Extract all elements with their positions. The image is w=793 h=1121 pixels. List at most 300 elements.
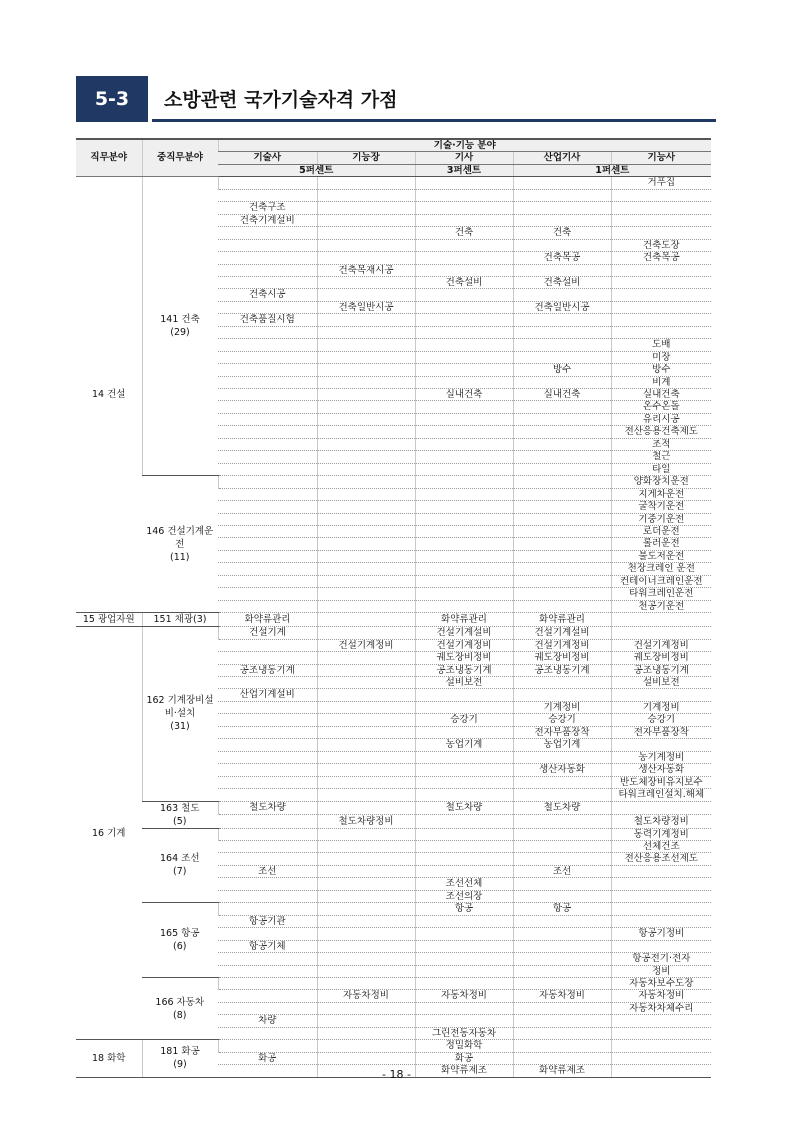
cell-gisa: 조선선체	[415, 878, 513, 890]
cell-ginungjang	[317, 726, 415, 738]
cell-ginungsa: 불도저운전	[611, 550, 711, 562]
cell-ginungjang	[317, 689, 415, 701]
cell-gisa: 철도차량	[415, 801, 513, 815]
cell-gisa	[415, 538, 513, 550]
cell-sanup-gisa	[513, 776, 611, 788]
cell-gisa	[415, 202, 513, 214]
cell-gisa	[415, 252, 513, 264]
cell-ginungsa	[611, 214, 711, 226]
cell-gisa	[415, 689, 513, 701]
cell-sanup-gisa: 철도차량	[513, 801, 611, 815]
cell-sanup-gisa	[513, 890, 611, 902]
cell-ginungjang	[317, 451, 415, 463]
cell-gisulsa	[218, 990, 317, 1002]
cell-gisulsa	[218, 389, 317, 401]
cell-gisa	[415, 463, 513, 475]
cell-gisa	[415, 575, 513, 587]
cell-gisa	[415, 314, 513, 326]
cell-sanup-gisa: 건축	[513, 227, 611, 239]
sub-field-architecture-label: 141 건축	[160, 314, 200, 326]
cell-gisulsa	[218, 550, 317, 562]
cell-ginungsa	[611, 1040, 711, 1052]
cell-gisa	[415, 853, 513, 865]
cell-ginungsa: 타워크레인설치.해체	[611, 789, 711, 801]
table-row	[76, 977, 711, 989]
cell-ginungjang	[317, 652, 415, 664]
cell-sanup-gisa	[513, 476, 611, 488]
cell-gisulsa	[218, 903, 317, 915]
header-points-5: 5퍼센트	[218, 164, 415, 176]
cell-ginungsa: 공조냉동기계	[611, 664, 711, 676]
cell-gisulsa	[218, 413, 317, 425]
cell-gisa	[415, 940, 513, 952]
cell-ginungjang	[317, 526, 415, 538]
cell-ginungsa: 굴착기운전	[611, 501, 711, 513]
header-ginungsa: 기능사	[611, 152, 711, 164]
cell-ginungjang	[317, 865, 415, 877]
cell-gisa	[415, 189, 513, 201]
cell-sanup-gisa	[513, 840, 611, 852]
cell-ginungjang	[317, 376, 415, 388]
cell-sanup-gisa	[513, 689, 611, 701]
cell-ginungjang	[317, 878, 415, 890]
cell-ginungjang	[317, 915, 415, 927]
cell-gisulsa	[218, 513, 317, 525]
cell-gisa	[415, 301, 513, 313]
cell-ginungjang	[317, 677, 415, 689]
cell-gisa	[415, 339, 513, 351]
cell-gisulsa	[218, 953, 317, 965]
cell-gisa	[415, 401, 513, 413]
cell-ginungsa: 컨테이너크레인운전	[611, 575, 711, 587]
cell-ginungsa: 건축목공	[611, 252, 711, 264]
job-field-chemistry-label: 18 화학	[92, 1052, 126, 1064]
cell-sanup-gisa	[513, 239, 611, 251]
cell-gisulsa	[218, 588, 317, 600]
page-number: - 18 -	[382, 1068, 411, 1081]
sub-field-automobile-label: 166 자동차	[155, 996, 205, 1008]
cell-ginungsa: 전산응용조선제도	[611, 853, 711, 865]
cell-ginungjang	[317, 1040, 415, 1052]
cell-gisulsa	[218, 488, 317, 500]
cell-sanup-gisa	[513, 451, 611, 463]
cell-ginungsa	[611, 314, 711, 326]
cell-gisa: 건축	[415, 227, 513, 239]
cell-ginungjang	[317, 764, 415, 776]
cell-ginungjang	[317, 513, 415, 525]
cell-gisulsa: 건축기계설비	[218, 214, 317, 226]
cell-gisa: 화공	[415, 1052, 513, 1064]
cell-gisa	[415, 376, 513, 388]
cell-ginungsa	[611, 689, 711, 701]
cell-ginungsa: 궤도장비정비	[611, 652, 711, 664]
sub-field-aviation	[142, 903, 218, 978]
section-underline	[152, 119, 716, 122]
cell-gisa	[415, 977, 513, 989]
cell-gisulsa	[218, 575, 317, 587]
cell-sanup-gisa: 승강기	[513, 714, 611, 726]
header-field-group: 기술·기능 분야	[218, 139, 711, 152]
cell-gisulsa	[218, 890, 317, 902]
cell-sanup-gisa: 건축목공	[513, 252, 611, 264]
cell-gisulsa	[218, 701, 317, 713]
cell-ginungjang	[317, 501, 415, 513]
cell-ginungsa: 건설기계정비	[611, 639, 711, 651]
cell-gisa	[415, 764, 513, 776]
sub-field-aviation-count: (6)	[173, 941, 187, 953]
cell-ginungjang	[317, 289, 415, 301]
sub-field-construction-machinery-count: (11)	[169, 551, 190, 563]
cell-gisa	[415, 326, 513, 338]
cell-sanup-gisa	[513, 513, 611, 525]
sub-field-aviation-label: 165 항공	[159, 928, 200, 940]
cell-ginungjang	[317, 600, 415, 612]
sub-field-mining-label: 151 채광(3)	[153, 614, 207, 626]
cell-ginungsa: 전자부품장착	[611, 726, 711, 738]
cell-gisa	[415, 351, 513, 363]
cell-sanup-gisa	[513, 977, 611, 989]
cell-ginungsa: 로더운전	[611, 526, 711, 538]
cell-gisulsa: 공조냉동기계	[218, 664, 317, 676]
cell-ginungjang	[317, 588, 415, 600]
cell-gisa	[415, 1002, 513, 1014]
cell-gisulsa	[218, 1040, 317, 1052]
cell-ginungjang	[317, 903, 415, 915]
cell-gisa: 건설기계정비	[415, 639, 513, 651]
cell-gisa	[415, 865, 513, 877]
cell-gisulsa	[218, 764, 317, 776]
cell-ginungjang	[317, 965, 415, 977]
cell-ginungjang	[317, 701, 415, 713]
cell-ginungsa: 천장크레인 운전	[611, 563, 711, 575]
sub-field-architecture-count: (29)	[170, 327, 190, 339]
cell-sanup-gisa	[513, 575, 611, 587]
cell-ginungsa	[611, 865, 711, 877]
cell-ginungjang	[317, 776, 415, 788]
cell-gisa	[415, 438, 513, 450]
cell-gisa	[415, 563, 513, 575]
cell-gisulsa: 화공	[218, 1052, 317, 1064]
cell-sanup-gisa	[513, 177, 611, 189]
cell-ginungjang	[317, 339, 415, 351]
cell-sanup-gisa	[513, 550, 611, 562]
cell-ginungsa: 자동차정비	[611, 990, 711, 1002]
cell-gisulsa	[218, 252, 317, 264]
cell-ginungsa: 미장	[611, 351, 711, 363]
cell-gisulsa: 산업기계설비	[218, 689, 317, 701]
cell-gisa	[415, 815, 513, 829]
cell-sanup-gisa	[513, 426, 611, 438]
cell-sanup-gisa	[513, 214, 611, 226]
cell-gisulsa	[218, 438, 317, 450]
cell-ginungsa: 생산자동화	[611, 764, 711, 776]
cell-ginungsa	[611, 878, 711, 890]
cell-ginungjang: 자동차정비	[317, 990, 415, 1002]
cell-ginungjang	[317, 252, 415, 264]
cell-ginungsa	[611, 1027, 711, 1039]
table-row	[76, 903, 711, 915]
cell-sanup-gisa	[513, 1052, 611, 1064]
cell-sanup-gisa	[513, 815, 611, 829]
cell-gisa	[415, 751, 513, 763]
cell-ginungsa: 조적	[611, 438, 711, 450]
cell-gisa	[415, 177, 513, 189]
cell-sanup-gisa	[513, 789, 611, 801]
cell-ginungjang	[317, 276, 415, 288]
cell-gisulsa	[218, 776, 317, 788]
cell-ginungjang	[317, 928, 415, 940]
cell-gisa	[415, 501, 513, 513]
sub-field-shipbuilding-label: 164 조선	[159, 853, 200, 865]
cell-sanup-gisa: 화약류제조	[513, 1065, 611, 1077]
cell-gisulsa	[218, 476, 317, 488]
cell-ginungsa: 항공기정비	[611, 928, 711, 940]
cell-ginungsa	[611, 276, 711, 288]
cell-sanup-gisa	[513, 853, 611, 865]
cell-gisulsa	[218, 326, 317, 338]
cell-sanup-gisa: 건축일반시공	[513, 301, 611, 313]
cell-ginungsa: 승강기	[611, 714, 711, 726]
cell-gisulsa	[218, 526, 317, 538]
cell-ginungjang	[317, 239, 415, 251]
cell-sanup-gisa	[513, 463, 611, 475]
cell-ginungsa	[611, 940, 711, 952]
cell-sanup-gisa: 기계정비	[513, 701, 611, 713]
cell-gisulsa	[218, 376, 317, 388]
cell-gisa	[415, 726, 513, 738]
cell-ginungsa: 선체건조	[611, 840, 711, 852]
cell-gisulsa: 건설기계	[218, 627, 317, 639]
cell-ginungjang	[317, 613, 415, 627]
cell-gisulsa	[218, 726, 317, 738]
cell-ginungsa: 유리시공	[611, 413, 711, 425]
cell-ginungsa: 타워크레인운전	[611, 588, 711, 600]
cell-ginungsa	[611, 903, 711, 915]
cell-ginungsa: 양화장치운전	[611, 476, 711, 488]
cell-sanup-gisa: 화약류관리	[513, 613, 611, 627]
cell-sanup-gisa	[513, 751, 611, 763]
cell-sanup-gisa	[513, 940, 611, 952]
cell-ginungjang	[317, 413, 415, 425]
cell-sanup-gisa: 궤도장비정비	[513, 652, 611, 664]
cell-sanup-gisa	[513, 928, 611, 940]
cell-ginungsa: 롤러운전	[611, 538, 711, 550]
qualification-table	[76, 138, 711, 1078]
cell-gisa: 농업기계	[415, 739, 513, 751]
cell-gisulsa	[218, 426, 317, 438]
cell-sanup-gisa	[513, 202, 611, 214]
cell-gisulsa	[218, 928, 317, 940]
cell-ginungjang: 건축목재시공	[317, 264, 415, 276]
cell-sanup-gisa	[513, 965, 611, 977]
cell-gisulsa	[218, 264, 317, 276]
cell-ginungjang	[317, 828, 415, 840]
cell-gisulsa	[218, 239, 317, 251]
cell-ginungsa: 천공기운전	[611, 600, 711, 612]
cell-gisulsa: 건축구조	[218, 202, 317, 214]
cell-sanup-gisa	[513, 339, 611, 351]
cell-sanup-gisa: 자동차정비	[513, 990, 611, 1002]
cell-ginungjang	[317, 177, 415, 189]
cell-ginungjang	[317, 488, 415, 500]
cell-ginungjang	[317, 739, 415, 751]
cell-gisa	[415, 789, 513, 801]
cell-sanup-gisa: 건축설비	[513, 276, 611, 288]
cell-gisulsa	[218, 401, 317, 413]
cell-ginungsa: 설비보전	[611, 677, 711, 689]
sub-field-construction-machinery	[142, 476, 218, 613]
cell-ginungsa: 철근	[611, 451, 711, 463]
header-sanup-gisa: 산업기사	[513, 152, 611, 164]
cell-sanup-gisa: 건설기계정비	[513, 639, 611, 651]
job-field-mining	[76, 613, 142, 627]
cell-ginungsa	[611, 627, 711, 639]
cell-sanup-gisa: 방수	[513, 364, 611, 376]
cell-gisa: 화약류관리	[415, 613, 513, 627]
cell-sanup-gisa	[513, 501, 611, 513]
cell-sanup-gisa	[513, 526, 611, 538]
sub-field-automobile	[142, 977, 218, 1039]
cell-ginungjang: 건설기계정비	[317, 639, 415, 651]
cell-gisa: 조선의장	[415, 890, 513, 902]
cell-gisa	[415, 915, 513, 927]
cell-ginungjang	[317, 214, 415, 226]
cell-gisa: 공조냉동기계	[415, 664, 513, 676]
cell-sanup-gisa: 건설기계설비	[513, 627, 611, 639]
job-field-machinery-label: 16 기계	[92, 827, 126, 839]
cell-gisulsa	[218, 301, 317, 313]
cell-ginungsa	[611, 915, 711, 927]
job-field-construction-label: 14 건설	[92, 389, 126, 401]
cell-ginungjang	[317, 789, 415, 801]
cell-gisa: 건축설비	[415, 276, 513, 288]
cell-ginungsa	[611, 301, 711, 313]
cell-gisa	[415, 476, 513, 488]
table-row	[76, 1040, 711, 1052]
cell-sanup-gisa	[513, 588, 611, 600]
cell-sanup-gisa	[513, 376, 611, 388]
section-header	[76, 76, 716, 122]
cell-sanup-gisa	[513, 264, 611, 276]
sub-field-architecture	[142, 177, 218, 476]
cell-ginungjang	[317, 1027, 415, 1039]
cell-ginungjang	[317, 1015, 415, 1027]
cell-gisulsa	[218, 815, 317, 829]
cell-sanup-gisa	[513, 189, 611, 201]
cell-gisa	[415, 965, 513, 977]
cell-gisulsa	[218, 227, 317, 239]
cell-sanup-gisa	[513, 878, 611, 890]
cell-gisulsa	[218, 463, 317, 475]
cell-ginungjang	[317, 575, 415, 587]
cell-gisa	[415, 451, 513, 463]
cell-ginungjang	[317, 563, 415, 575]
header-gisa: 기사	[415, 152, 513, 164]
cell-ginungsa: 건축도장	[611, 239, 711, 251]
cell-ginungjang	[317, 314, 415, 326]
cell-gisa	[415, 513, 513, 525]
cell-ginungsa: 실내건축	[611, 389, 711, 401]
cell-gisulsa	[218, 714, 317, 726]
cell-ginungsa: 타일	[611, 463, 711, 475]
cell-ginungsa	[611, 202, 711, 214]
cell-sanup-gisa: 조선	[513, 865, 611, 877]
table-row	[76, 476, 711, 488]
cell-ginungjang	[317, 401, 415, 413]
cell-ginungsa: 지게차운전	[611, 488, 711, 500]
cell-gisa: 설비보전	[415, 677, 513, 689]
cell-gisa: 정밀화학	[415, 1040, 513, 1052]
cell-ginungsa: 정비	[611, 965, 711, 977]
cell-gisulsa	[218, 276, 317, 288]
cell-sanup-gisa	[513, 538, 611, 550]
cell-gisa	[415, 600, 513, 612]
cell-gisulsa	[218, 600, 317, 612]
cell-gisa: 그린전동자동차	[415, 1027, 513, 1039]
sub-field-automobile-count: (8)	[173, 1009, 187, 1021]
cell-ginungjang	[317, 940, 415, 952]
cell-gisulsa: 건축시공	[218, 289, 317, 301]
sub-field-machine-equipment	[142, 627, 218, 801]
cell-gisulsa	[218, 351, 317, 363]
cell-sanup-gisa: 농업기계	[513, 739, 611, 751]
cell-ginungsa	[611, 227, 711, 239]
cell-ginungsa	[611, 890, 711, 902]
cell-sanup-gisa	[513, 314, 611, 326]
cell-sanup-gisa	[513, 828, 611, 840]
cell-ginungjang	[317, 326, 415, 338]
sub-field-railway	[142, 801, 218, 828]
sub-field-machine-equipment-count: (31)	[170, 721, 190, 733]
cell-gisulsa: 건축품질시험	[218, 314, 317, 326]
cell-sanup-gisa	[513, 1040, 611, 1052]
cell-ginungsa: 거푸집	[611, 177, 711, 189]
cell-gisa	[415, 526, 513, 538]
cell-ginungsa	[611, 1015, 711, 1027]
cell-gisa	[415, 776, 513, 788]
cell-gisa: 실내건축	[415, 389, 513, 401]
cell-gisulsa: 철도차량	[218, 801, 317, 815]
sub-field-construction-machinery-label: 146 건설기계운전	[146, 525, 214, 550]
cell-ginungsa	[611, 613, 711, 627]
sub-field-chemical-engineering-count: (9)	[173, 1059, 187, 1071]
cell-sanup-gisa	[513, 953, 611, 965]
cell-gisulsa: 차량	[218, 1015, 317, 1027]
cell-ginungjang	[317, 840, 415, 852]
cell-ginungjang	[317, 801, 415, 815]
cell-sanup-gisa: 항공	[513, 903, 611, 915]
cell-gisulsa	[218, 853, 317, 865]
cell-gisulsa: 조선	[218, 865, 317, 877]
cell-gisulsa	[218, 451, 317, 463]
cell-gisulsa	[218, 739, 317, 751]
cell-ginungjang	[317, 438, 415, 450]
cell-gisa: 화약류제조	[415, 1065, 513, 1077]
cell-gisa	[415, 214, 513, 226]
cell-ginungjang	[317, 664, 415, 676]
sub-field-chemical-engineering-label: 181 화공	[160, 1046, 200, 1058]
cell-gisulsa	[218, 339, 317, 351]
cell-sanup-gisa: 공조냉동기계	[513, 664, 611, 676]
cell-gisulsa	[218, 878, 317, 890]
cell-ginungsa: 항공전기·전자	[611, 953, 711, 965]
cell-gisa	[415, 426, 513, 438]
sub-field-railway-count: (5)	[173, 815, 187, 827]
job-field-mining-label: 15 광업자원	[82, 614, 135, 626]
cell-sanup-gisa	[513, 600, 611, 612]
table-row	[76, 627, 711, 639]
cell-gisulsa	[218, 501, 317, 513]
